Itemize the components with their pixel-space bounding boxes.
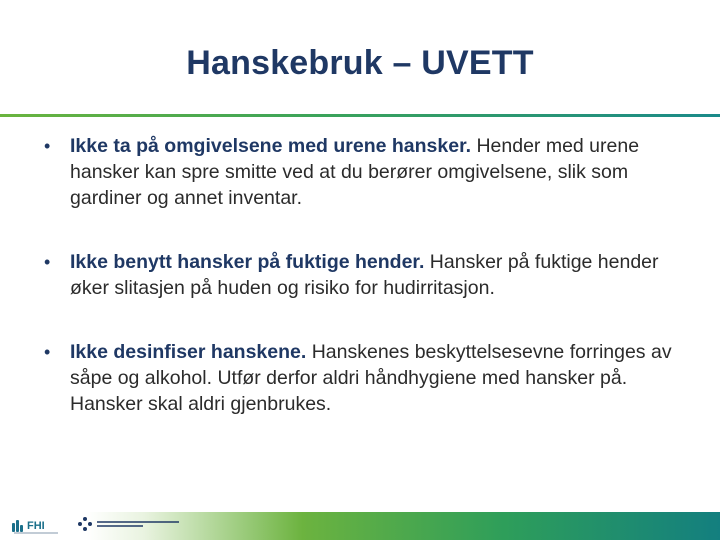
fhi-mark-icon	[12, 520, 24, 532]
bullet-text: Hansker på fuktige hender øker slitasjen på huden og risiko for hudirritasjon.	[70, 251, 659, 299]
bullet-text: Hanskenes beskyttelsesevne forringes av såpe og alkohol. Utfør derfor aldri håndhygiene med hansker på. Hansker skal aldri gjenbrukes.	[70, 341, 672, 415]
bullet-lead: Ikke ta på omgivelsene med urene hansker.	[70, 135, 472, 157]
bullet-glyph: •	[44, 136, 51, 156]
bullet-glyph: •	[44, 342, 51, 362]
slide-title: Hanskebruk – UVETT	[186, 44, 534, 82]
bullet-item	[44, 339, 694, 417]
bullet-text: Hender med urene hansker kan spre smitte ved at du berører omgivelsene, slik som gardiner og annet inventar.	[70, 135, 640, 209]
partner-logo-icon	[78, 517, 179, 531]
bullet-item	[44, 133, 694, 211]
fhi-logo-subtitle	[14, 532, 58, 534]
bullet-lead: Ikke benytt hansker på fuktige hender.	[70, 251, 425, 273]
bullet-item	[44, 249, 694, 301]
bullet-lead: Ikke desinfiser hanskene.	[70, 341, 307, 363]
partner-wordmark	[97, 521, 179, 527]
bullet-glyph: •	[44, 252, 51, 272]
partner-mark-icon	[78, 517, 92, 531]
bullet-list	[44, 133, 694, 455]
fhi-logo-text: FHI	[27, 520, 45, 532]
title-divider	[0, 114, 720, 117]
